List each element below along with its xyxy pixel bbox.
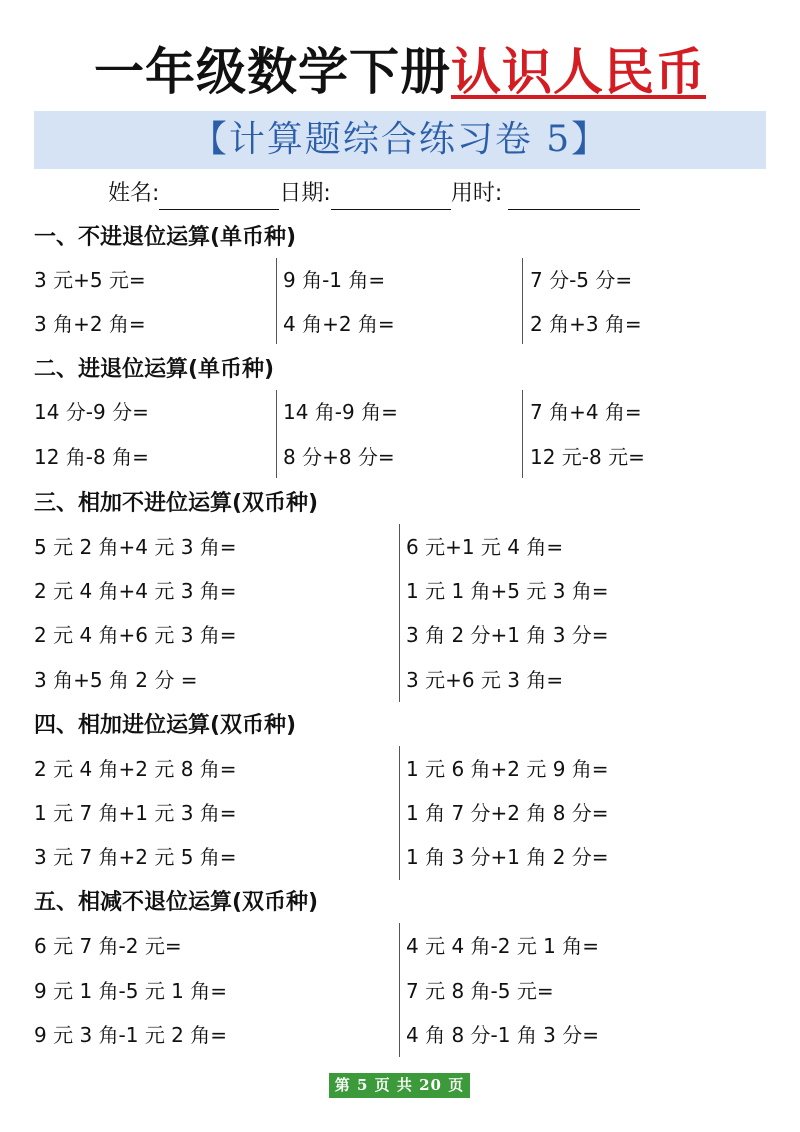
section-heading: 一、不进退位运算(单币种) — [34, 225, 297, 250]
problem: 7 分-5 分= — [530, 268, 633, 292]
subtitle: 【计算题综合练习卷 5】 — [190, 119, 610, 160]
time-label: 用时: — [450, 181, 503, 206]
problem: 7 角+4 角= — [530, 400, 642, 424]
problem: 8 分+8 分= — [283, 445, 395, 469]
problem: 12 元-8 元= — [530, 445, 645, 469]
problem: 2 元 4 角+4 元 3 角= — [34, 579, 237, 603]
problem: 9 元 3 角-1 元 2 角= — [34, 1023, 228, 1047]
column-divider — [399, 524, 400, 702]
column-divider — [399, 746, 400, 880]
section-heading: 三、相加不进位运算(双币种) — [34, 491, 319, 516]
problem: 5 元 2 角+4 元 3 角= — [34, 535, 237, 559]
column-divider — [276, 390, 277, 478]
date-blank[interactable] — [331, 183, 451, 210]
column-divider — [522, 258, 523, 344]
subtitle-bar — [34, 111, 766, 169]
problem: 3 角 2 分+1 角 3 分= — [406, 623, 609, 647]
section-heading: 五、相减不退位运算(双币种) — [34, 890, 319, 915]
problem: 3 元 7 角+2 元 5 角= — [34, 845, 237, 869]
problem: 2 元 4 角+6 元 3 角= — [34, 623, 237, 647]
info-row — [108, 178, 640, 210]
section-heading: 二、进退位运算(单币种) — [34, 357, 275, 382]
problem: 3 元+6 元 3 角= — [406, 668, 564, 692]
name-label: 姓名: — [108, 181, 160, 206]
problem: 2 元 4 角+2 元 8 角= — [34, 757, 237, 781]
problem: 4 元 4 角-2 元 1 角= — [406, 934, 600, 958]
problem: 9 角-1 角= — [283, 268, 386, 292]
problem: 3 角+5 角 2 分 = — [34, 668, 198, 692]
problem: 1 角 3 分+1 角 2 分= — [406, 845, 609, 869]
problem: 1 元 1 角+5 元 3 角= — [406, 579, 609, 603]
problem: 6 元+1 元 4 角= — [406, 535, 564, 559]
title-main: 一年级数学下册 — [94, 43, 451, 101]
problem: 3 元+5 元= — [34, 268, 146, 292]
column-divider — [276, 258, 277, 344]
date-label: 日期: — [279, 181, 331, 206]
title-accent: 认识人民币 — [451, 43, 706, 101]
problem: 3 角+2 角= — [34, 312, 146, 336]
problem: 4 角 8 分-1 角 3 分= — [406, 1023, 600, 1047]
problem: 1 角 7 分+2 角 8 分= — [406, 801, 609, 825]
time-blank[interactable] — [508, 183, 640, 210]
section-heading: 四、相加进位运算(双币种) — [34, 713, 297, 738]
column-divider — [399, 923, 400, 1057]
problem: 14 分-9 分= — [34, 400, 149, 424]
page-number-badge: 第 5 页 共 20 页 — [329, 1073, 470, 1098]
column-divider — [522, 390, 523, 478]
problem: 7 元 8 角-5 元= — [406, 979, 554, 1003]
problem: 1 元 6 角+2 元 9 角= — [406, 757, 609, 781]
problem: 6 元 7 角-2 元= — [34, 934, 182, 958]
problem: 2 角+3 角= — [530, 312, 642, 336]
problem: 12 角-8 角= — [34, 445, 149, 469]
name-blank[interactable] — [159, 183, 279, 210]
page-title — [0, 42, 800, 102]
problem: 9 元 1 角-5 元 1 角= — [34, 979, 228, 1003]
problem: 14 角-9 角= — [283, 400, 398, 424]
problem: 4 角+2 角= — [283, 312, 395, 336]
problem: 1 元 7 角+1 元 3 角= — [34, 801, 237, 825]
